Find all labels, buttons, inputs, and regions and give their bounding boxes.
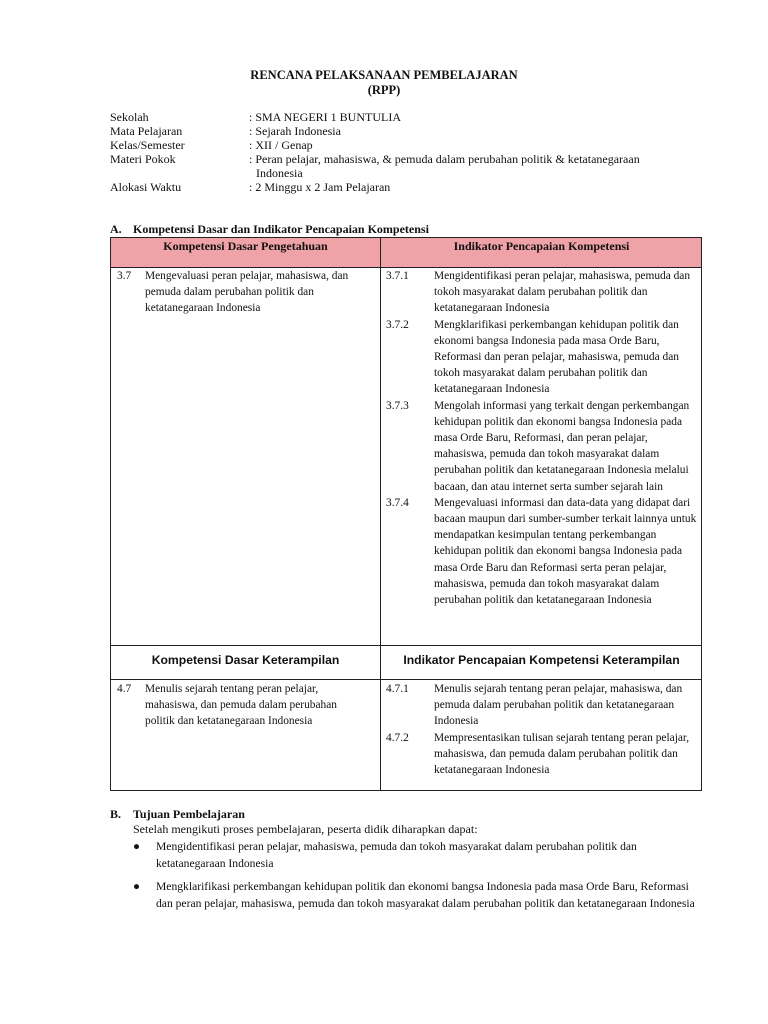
indicator-code: 4.7.1 [386, 683, 409, 695]
kd-pengetahuan-cell [117, 268, 365, 317]
indicator-code: 3.7.1 [386, 270, 409, 282]
info-label: Alokasi Waktu [110, 180, 182, 194]
section-title: Tujuan Pembelajaran [133, 807, 245, 821]
header-kd-keterampilan: Kompetensi Dasar Keterampilan [151, 653, 340, 667]
indicator-code: 3.7.2 [386, 318, 409, 331]
info-value: : XII / Genap [249, 138, 313, 152]
table-divider [111, 645, 701, 646]
info-label: Sekolah [110, 110, 149, 124]
info-value: : SMA NEGERI 1 BUNTULIA [249, 110, 401, 124]
kd-item [117, 268, 365, 317]
list-item-text: Mengidentifikasi peran pelajar, mahasiswa, pemuda dan tokoh masyarakat dalam perubahan politik dan ketatanegaraan Indonesia [156, 840, 637, 870]
section-a-heading [110, 222, 429, 236]
indicator-item [386, 681, 699, 730]
indicator-text: Mengidentifikasi peran pelajar, mahasiswa, pemuda dan tokoh masyarakat dalam perubahan politik dan ketatanegaraan Indonesia [434, 270, 691, 315]
indicator-item [386, 495, 699, 608]
info-row-mata-pelajaran [110, 124, 689, 138]
bullet-icon: ● [133, 840, 141, 853]
indicator-code: 4.7.2 [386, 731, 409, 744]
title-line-1: RENCANA PELAKSANAAN PEMBELAJARAN [250, 68, 518, 82]
learning-goals-intro: Setelah mengikuti proses pembelajaran, peserta didik diharapkan dapat: [133, 822, 478, 836]
list-item-text: Mengklarifikasi perkembangan kehidupan politik dan ekonomi bangsa Indonesia pada masa Orde Baru, Reformasi dan peran pelajar, mahasiswa, pemuda dan tokoh masyarakat dalam perubahan politik dan ketatanegaraan Indonesia [156, 880, 695, 910]
indicator-item [386, 730, 699, 779]
info-value: : 2 Minggu x 2 Jam Pelajaran [249, 180, 391, 194]
title-line-2: (RPP) [367, 83, 401, 97]
indicator-code: 3.7.4 [386, 496, 409, 509]
indicator-text: Mengklarifikasi perkembangan kehidupan politik dan ekonomi bangsa Indonesia pada masa Orde Baru, Reformasi dan peran pelajar, mahasiswa, pemuda dan tokoh masyarakat dalam perubahan politik dan ketatanegaraan Indonesia [434, 318, 679, 396]
info-value: : Peran pelajar, mahasiswa, & pemuda dalam perubahan politik & ketatanegaraan [249, 152, 640, 166]
ipk-pengetahuan-cell [386, 268, 699, 608]
info-row-kelas-semester [110, 138, 689, 152]
indicator-text: Mengevaluasi informasi dan data-data yang didapat dari bacaan maupun dari sumber-sumber terkait lainnya untuk mendapatkan kesimpulan tentang perkembangan kehidupan politik dan ekonomi bangsa Indonesia pada masa Orde Baru dan Reformasi serta peran pelajar, mahasiswa, pemuda dan tokoh masyarakat dalam perubahan politik dan ketatanegaraan Indonesia [434, 496, 697, 607]
info-label: Mata Pelajaran [110, 124, 183, 138]
info-label: Materi Pokok [110, 152, 176, 166]
info-value-continuation: Indonesia [256, 166, 303, 180]
section-title: Kompetensi Dasar dan Indikator Pencapaian Kompetensi [133, 222, 429, 236]
kd-text: Mengevaluasi peran pelajar, mahasiswa, dan pemuda dalam perubahan politik dan ketatanegaraan Indonesia [145, 270, 349, 315]
table-column-divider [380, 238, 381, 791]
info-row-materi-pokok [110, 152, 689, 180]
list-item [133, 838, 704, 872]
info-label: Kelas/Semester [110, 138, 185, 152]
section-b-heading [110, 807, 245, 821]
table-divider [111, 679, 701, 680]
info-row-alokasi-waktu [110, 180, 689, 194]
header-kd-pengetahuan: Kompetensi Dasar Pengetahuan [163, 239, 328, 253]
indicator-item [386, 268, 699, 317]
list-item [133, 878, 704, 912]
header-indikator-keterampilan: Indikator Pencapaian Kompetensi Keterampilan [403, 653, 680, 667]
identity-block [110, 110, 689, 194]
kd-keterampilan-cell [117, 681, 365, 730]
indicator-code: 3.7.3 [386, 399, 409, 412]
info-value-multiline [249, 152, 689, 180]
competency-table [110, 237, 702, 791]
indicator-text: Mengolah informasi yang terkait dengan perkembangan kehidupan politik dan ekonomi bangsa Indonesia pada masa Orde Baru, Reformasi, dan peran pelajar, mahasiswa, pemuda dan tokoh masyarakat dalam perubahan politik dan ketatanegaraan Indonesia melalui bacaan, dan atau internet serta sumber sejarah lain [434, 399, 690, 493]
indicator-item [386, 317, 699, 398]
kd-text: Menulis sejarah tentang peran pelajar, mahasiswa, dan pemuda dalam perubahan politik dan ketatanegaraan Indonesia [145, 683, 337, 728]
ipk-keterampilan-cell [386, 681, 699, 778]
indicator-item [386, 398, 699, 495]
section-number: A. [110, 222, 122, 236]
info-row-sekolah [110, 110, 689, 124]
kd-code: 3.7 [117, 270, 132, 282]
info-value: : Sejarah Indonesia [249, 124, 341, 138]
learning-goals-list [133, 838, 704, 918]
kd-item [117, 681, 365, 730]
section-number: B. [110, 807, 122, 821]
header-indikator: Indikator Pencapaian Kompetensi [453, 239, 630, 253]
bullet-icon: ● [133, 880, 141, 893]
indicator-text: Menulis sejarah tentang peran pelajar, mahasiswa, dan pemuda dalam perubahan politik dan ketatanegaraan Indonesia [434, 683, 683, 728]
indicator-text: Mempresentasikan tulisan sejarah tentang peran pelajar, mahasiswa, dan pemuda dalam perubahan politik dan ketatanegaraan Indonesia [434, 731, 690, 777]
document-title [0, 68, 768, 98]
kd-code: 4.7 [117, 683, 132, 695]
